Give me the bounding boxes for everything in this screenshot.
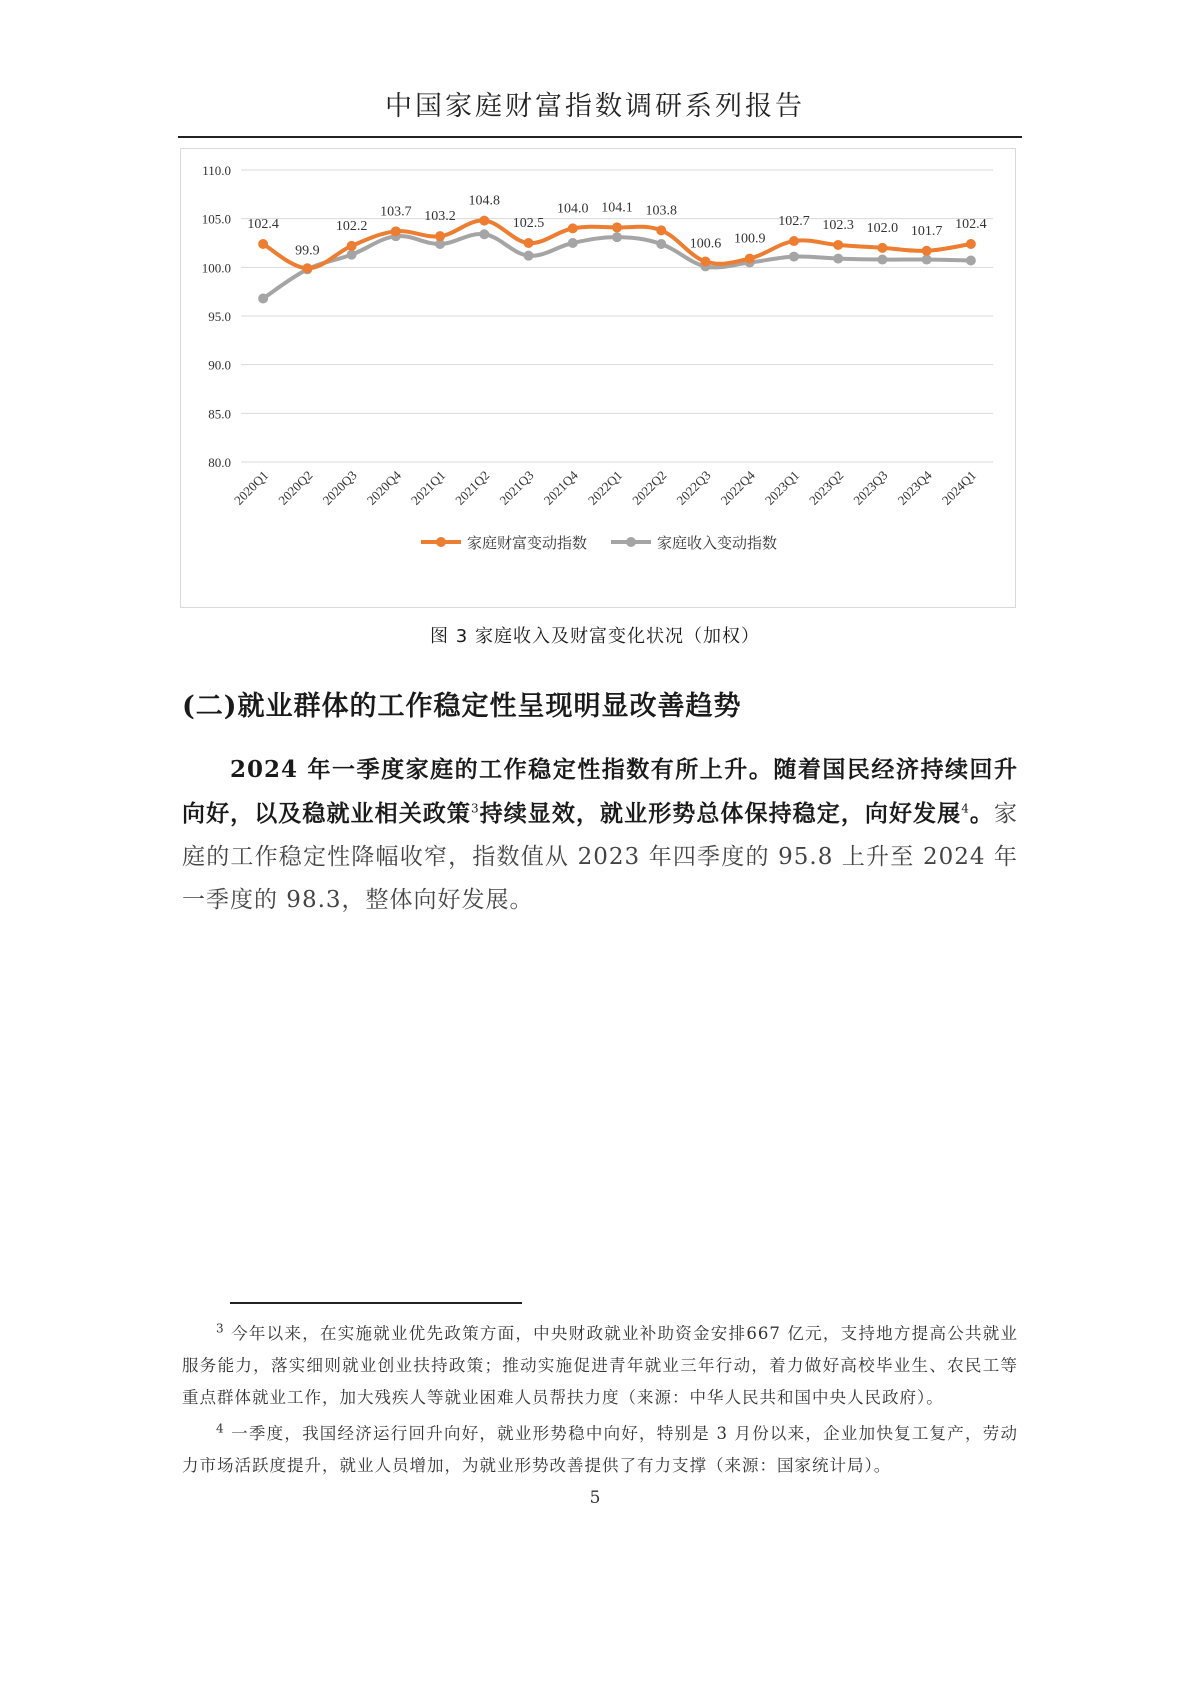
data-label: 104.1 <box>601 200 633 216</box>
x-tick-label: 2023Q2 <box>806 467 847 508</box>
data-label: 102.7 <box>778 214 810 230</box>
data-label: 104.8 <box>468 193 501 209</box>
paragraph-lead-1: 2024 年一季度家庭的工作稳定性指数有所上升。随着国民经济持续回升向好，以及稳就业相关政策 <box>182 756 1018 827</box>
paragraph-lead-3: 。 <box>969 800 995 827</box>
data-point <box>789 236 799 246</box>
line-chart <box>181 149 1017 609</box>
data-point <box>302 263 312 273</box>
footnote-number: 3 <box>216 1321 225 1336</box>
x-tick-label: 2020Q3 <box>319 467 360 508</box>
x-tick-label: 2022Q2 <box>629 467 670 508</box>
x-tick-label: 2021Q1 <box>407 467 449 508</box>
data-label: 102.4 <box>955 216 987 232</box>
y-tick-label: 90.0 <box>208 357 231 373</box>
chart-container <box>180 148 1016 608</box>
y-tick-label: 105.0 <box>201 211 231 227</box>
data-point <box>524 251 534 261</box>
paragraph-lead-2: 持续显效，就业形势总体保持稳定，向好发展 <box>479 800 962 827</box>
y-tick-label: 80.0 <box>208 455 231 470</box>
paragraph-rest: 家庭的工作稳定性降幅收窄，指数值从 2023 年四季度的 95.8 上升至 2024 年一季度的 98.3，整体向好发展。 <box>182 801 1019 913</box>
x-tick-label: 2021Q2 <box>452 467 493 508</box>
x-tick-label: 2020Q1 <box>231 467 272 508</box>
x-tick-label: 2020Q4 <box>363 467 404 508</box>
data-point <box>479 229 489 239</box>
data-point <box>745 254 755 264</box>
data-point <box>568 223 578 233</box>
footnote-4 <box>182 1418 1018 1482</box>
data-point <box>612 232 622 242</box>
x-tick-label: 2020Q2 <box>275 467 316 508</box>
data-label: 102.0 <box>866 220 899 236</box>
data-point <box>700 256 710 266</box>
data-point <box>568 238 578 248</box>
body-paragraph <box>182 748 1018 922</box>
footnote-text: 一季度，我国经济运行回升向好，就业形势稳中向好，特别是 3 月份以来，企业加快复工复产，劳动力市场活跃度提升，就业人员增加，为就业形势改善提供了有力支撑（来源：国家统计局）。 <box>182 1424 1018 1475</box>
x-tick-label: 2023Q3 <box>850 467 891 508</box>
data-point <box>966 256 976 266</box>
footnote-text: 今年以来，在实施就业优先政策方面，中央财政就业补助资金安排667 亿元，支持地方提高公共就业服务能力，落实细则就业创业扶持政策；推动实施促进青年就业三年行动，着力做好高校毕业生、农民工等重点群体就业工作，加大残疾人等就业困难人员帮扶力度（来源：中华人民共和国中央人民政府）。 <box>182 1324 1018 1407</box>
y-tick-label: 95.0 <box>208 309 231 324</box>
x-tick-label: 2022Q1 <box>584 467 626 508</box>
data-point <box>922 255 932 265</box>
data-point <box>347 250 357 260</box>
header-rule <box>178 136 1022 138</box>
footnote-rule <box>230 1302 522 1304</box>
data-label: 100.6 <box>689 236 722 252</box>
data-label: 102.5 <box>512 216 545 231</box>
y-tick-label: 85.0 <box>208 406 231 422</box>
legend-swatch-marker <box>436 537 446 547</box>
x-tick-label: 2023Q1 <box>761 467 803 508</box>
legend-label: 家庭收入变动指数 <box>657 534 778 552</box>
x-tick-label: 2022Q4 <box>717 467 758 508</box>
data-point <box>656 225 666 235</box>
legend-label: 家庭财富变动指数 <box>467 534 588 552</box>
x-tick-label: 2021Q4 <box>540 467 581 508</box>
data-point <box>391 226 401 236</box>
section-heading: (二)就业群体的工作稳定性呈现明显改善趋势 <box>182 691 742 722</box>
data-point <box>877 255 887 265</box>
footnote-ref-3[interactable]: 3 <box>470 801 480 816</box>
y-tick-label: 110.0 <box>202 163 231 178</box>
data-label: 103.2 <box>424 209 456 225</box>
running-header: 中国家庭财富指数调研系列报告 <box>385 91 805 122</box>
data-point <box>656 239 666 249</box>
data-point <box>833 254 843 264</box>
footnote-ref-4[interactable]: 4 <box>961 801 970 816</box>
data-point <box>347 241 357 251</box>
data-point <box>922 246 932 256</box>
data-label: 103.8 <box>645 203 677 219</box>
data-point <box>789 252 799 262</box>
data-point <box>258 239 268 249</box>
data-point <box>435 231 445 241</box>
data-label: 103.7 <box>380 204 412 220</box>
x-tick-label: 2023Q4 <box>894 467 935 508</box>
data-label: 102.3 <box>822 217 854 233</box>
data-point <box>612 222 622 232</box>
data-point <box>966 239 976 249</box>
figure-caption: 图 3 家庭收入及财富变化状况（加权） <box>430 626 760 647</box>
data-label: 102.4 <box>247 216 279 232</box>
data-label: 99.9 <box>295 243 320 259</box>
data-label: 101.7 <box>910 223 943 239</box>
data-point <box>479 216 489 226</box>
footnote-3 <box>182 1318 1018 1414</box>
data-label: 100.9 <box>733 231 766 247</box>
data-label: 104.0 <box>557 201 589 217</box>
x-tick-label: 2024Q1 <box>938 467 980 508</box>
data-point <box>877 243 887 253</box>
footnote-number: 4 <box>216 1421 225 1436</box>
data-point <box>258 293 268 303</box>
x-tick-label: 2022Q3 <box>673 467 714 508</box>
data-label: 102.2 <box>335 218 368 234</box>
legend-swatch-marker <box>626 537 636 547</box>
data-point <box>833 240 843 250</box>
y-tick-label: 100.0 <box>201 260 231 276</box>
data-point <box>524 238 534 248</box>
x-tick-label: 2021Q3 <box>496 467 537 508</box>
page-number: 5 <box>589 1488 601 1508</box>
